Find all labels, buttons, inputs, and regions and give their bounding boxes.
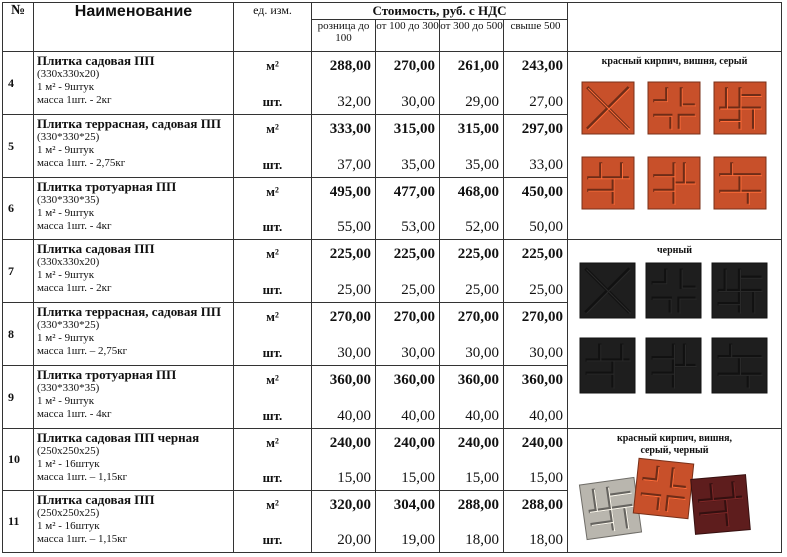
price-per-m2: 225,00 [329,246,371,262]
product-title: Плитка садовая ПП [37,492,155,507]
unit-m2: м² [266,246,279,261]
header-cost: Стоимость, руб. с НДС [312,3,568,20]
tile-icon [646,338,701,393]
price-per-piece: 30,00 [465,345,499,361]
price-table [2,2,782,553]
unit-pcs: шт. [262,532,283,547]
tile-icon [648,157,700,209]
price-per-piece: 30,00 [401,345,435,361]
price-per-m2: 288,00 [457,497,499,513]
price-cell [440,366,504,429]
product-weight: масса 1шт. - 2,75кг [37,157,126,169]
price-per-piece: 29,00 [465,94,499,110]
header-unit: ед. изм. [234,3,312,52]
price-per-piece: 25,00 [401,282,435,298]
product-per-m2: 1 м² - 16штук [37,458,100,470]
price-per-piece: 20,00 [337,532,371,548]
price-per-m2: 468,00 [457,184,499,200]
price-per-m2: 450,00 [521,184,563,200]
product-size: (330*330*35) [37,194,100,206]
price-cell [312,491,376,553]
tile-icon [580,338,635,393]
tiles-illustration [568,240,781,428]
price-per-piece: 35,00 [401,157,435,173]
product-weight: масса 1шт. – 2,75кг [37,345,128,357]
header-image-col [568,3,782,52]
price-cell [504,491,568,553]
tile-icon [712,338,767,393]
header-name: Наименование [34,3,234,52]
price-cell [440,491,504,553]
price-cell [312,303,376,366]
price-per-m2: 315,00 [457,121,499,137]
price-cell [376,303,440,366]
product-name [34,429,234,491]
product-name [34,366,234,429]
color-caption: серый, черный [640,445,709,456]
price-per-piece: 33,00 [529,157,563,173]
price-per-m2: 360,00 [393,372,435,388]
product-weight: масса 1шт. - 4кг [37,408,112,420]
price-per-piece: 40,00 [529,408,563,424]
price-per-m2: 225,00 [393,246,435,262]
price-cell [376,429,440,491]
price-cell [312,429,376,491]
price-per-piece: 52,00 [465,219,499,235]
row-number: 10 [3,429,34,491]
unit-cell [234,178,312,240]
unit-pcs: шт. [262,470,283,485]
table-row [3,429,782,491]
table-row [3,240,782,303]
tile-icon [579,477,641,539]
price-per-piece: 40,00 [337,408,371,424]
product-weight: масса 1шт. - 4кг [37,220,112,232]
price-per-m2: 360,00 [329,372,371,388]
unit-m2: м² [266,58,279,73]
price-per-m2: 225,00 [521,246,563,262]
tile-icon [633,458,693,518]
price-cell [440,178,504,240]
price-cell [376,52,440,115]
product-size: (250х250х25) [37,445,100,457]
product-per-m2: 1 м² - 9штук [37,81,95,93]
price-per-piece: 19,00 [401,532,435,548]
tile-icon [646,263,701,318]
product-title: Плитка тротуарная ПП [37,367,177,382]
price-per-m2: 360,00 [521,372,563,388]
product-name [34,115,234,178]
product-name [34,491,234,553]
tier-1: розница до 100 [312,20,376,52]
product-weight: масса 1шт. - 2кг [37,94,112,106]
price-per-m2: 270,00 [329,309,371,325]
price-per-m2: 333,00 [329,121,371,137]
tile-icon [712,263,767,318]
price-per-piece: 27,00 [529,94,563,110]
product-per-m2: 1 м² - 9штук [37,269,95,281]
tile-icon [580,263,635,318]
tile-icon [691,475,751,535]
unit-m2: м² [266,497,279,512]
price-cell [376,491,440,553]
table-row [3,52,782,115]
unit-cell [234,303,312,366]
color-caption: красный кирпич, вишня, [616,433,733,444]
price-per-m2: 477,00 [393,184,435,200]
product-title: Плитка террасная, садовая ПП [37,304,221,319]
price-per-m2: 288,00 [521,497,563,513]
row-number: 9 [3,366,34,429]
price-cell [376,366,440,429]
row-number: 11 [3,491,34,553]
product-size: (330*330*25) [37,131,100,143]
price-per-m2: 495,00 [329,184,371,200]
row-number: 7 [3,240,34,303]
price-per-m2: 297,00 [521,121,563,137]
price-per-m2: 270,00 [521,309,563,325]
price-per-piece: 35,00 [465,157,499,173]
product-title: Плитка садовая ПП черная [37,430,200,445]
price-per-m2: 360,00 [457,372,499,388]
tiles-illustration [568,52,781,239]
price-cell [376,115,440,178]
price-per-m2: 243,00 [521,58,563,74]
price-cell [312,115,376,178]
price-cell [376,178,440,240]
unit-cell [234,115,312,178]
price-per-piece: 25,00 [465,282,499,298]
price-per-m2: 225,00 [457,246,499,262]
unit-pcs: шт. [262,282,283,297]
price-cell [504,240,568,303]
price-per-piece: 37,00 [337,157,371,173]
price-per-piece: 53,00 [401,219,435,235]
unit-cell [234,366,312,429]
unit-pcs: шт. [262,157,283,172]
price-cell [440,240,504,303]
price-cell [504,52,568,115]
price-per-piece: 18,00 [465,532,499,548]
unit-pcs: шт. [262,408,283,423]
product-weight: масса 1шт. – 1,15кг [37,471,128,483]
price-per-m2: 315,00 [393,121,435,137]
price-per-piece: 18,00 [529,532,563,548]
unit-pcs: шт. [262,345,283,360]
product-per-m2: 1 м² - 9штук [37,144,95,156]
product-title: Плитка тротуарная ПП [37,179,177,194]
unit-cell [234,52,312,115]
price-per-m2: 240,00 [329,435,371,451]
tier-3: от 300 до 500 [440,20,504,52]
product-image-colored [568,52,782,240]
product-name [34,303,234,366]
product-weight: масса 1шт. - 2кг [37,282,112,294]
price-cell [312,178,376,240]
tier-2: от 100 до 300 [376,20,440,52]
product-size: (330х330х20) [37,256,100,268]
price-cell [504,366,568,429]
color-caption: черный [657,245,692,256]
row-number: 5 [3,115,34,178]
tile-icon [582,157,634,209]
price-cell [312,366,376,429]
product-per-m2: 1 м² - 9штук [37,395,95,407]
price-per-m2: 270,00 [457,309,499,325]
price-per-piece: 15,00 [529,470,563,486]
price-cell [312,240,376,303]
tile-icon [714,82,766,134]
unit-m2: м² [266,435,279,450]
product-title: Плитка террасная, садовая ПП [37,116,221,131]
product-image-mixed [568,429,782,553]
tile-icon [648,82,700,134]
unit-m2: м² [266,121,279,136]
price-per-m2: 270,00 [393,58,435,74]
product-per-m2: 1 м² - 16штук [37,520,100,532]
unit-cell [234,491,312,553]
price-cell [504,115,568,178]
price-per-piece: 40,00 [401,408,435,424]
price-per-m2: 288,00 [329,58,371,74]
product-per-m2: 1 м² - 9штук [37,332,95,344]
price-per-m2: 240,00 [457,435,499,451]
product-size: (250х250х25) [37,507,100,519]
tile-icon [582,82,634,134]
product-size: (330*330*35) [37,382,100,394]
price-cell [376,240,440,303]
unit-m2: м² [266,184,279,199]
price-per-m2: 240,00 [393,435,435,451]
price-per-m2: 261,00 [457,58,499,74]
row-number: 6 [3,178,34,240]
header-num: № [3,3,34,52]
product-per-m2: 1 м² - 9штук [37,207,95,219]
price-per-piece: 15,00 [337,470,371,486]
price-per-piece: 30,00 [529,345,563,361]
price-cell [504,303,568,366]
product-size: (330х330х20) [37,68,100,80]
price-per-m2: 240,00 [521,435,563,451]
price-cell [440,115,504,178]
unit-m2: м² [266,309,279,324]
product-name [34,240,234,303]
tile-icon [714,157,766,209]
price-per-piece: 32,00 [337,94,371,110]
price-per-m2: 320,00 [329,497,371,513]
product-name [34,178,234,240]
price-per-piece: 50,00 [529,219,563,235]
price-per-piece: 30,00 [401,94,435,110]
unit-m2: м² [266,372,279,387]
product-title: Плитка садовая ПП [37,53,155,68]
product-weight: масса 1шт. – 1,15кг [37,533,128,545]
price-cell [312,52,376,115]
product-name [34,52,234,115]
unit-pcs: шт. [262,94,283,109]
unit-cell [234,240,312,303]
price-per-piece: 25,00 [529,282,563,298]
row-number: 4 [3,52,34,115]
price-per-m2: 270,00 [393,309,435,325]
product-image-black [568,240,782,429]
price-per-piece: 25,00 [337,282,371,298]
price-per-piece: 30,00 [337,345,371,361]
color-caption: красный кирпич, вишня, серый [601,56,748,67]
price-cell [440,429,504,491]
price-per-m2: 304,00 [393,497,435,513]
price-per-piece: 40,00 [465,408,499,424]
price-per-piece: 15,00 [465,470,499,486]
price-cell [440,52,504,115]
price-cell [504,429,568,491]
tier-4: свыше 500 [504,20,568,52]
product-size: (330*330*25) [37,319,100,331]
price-per-piece: 55,00 [337,219,371,235]
price-cell [440,303,504,366]
product-title: Плитка садовая ПП [37,241,155,256]
price-per-piece: 15,00 [401,470,435,486]
row-number: 8 [3,303,34,366]
price-cell [504,178,568,240]
unit-pcs: шт. [262,219,283,234]
unit-cell [234,429,312,491]
